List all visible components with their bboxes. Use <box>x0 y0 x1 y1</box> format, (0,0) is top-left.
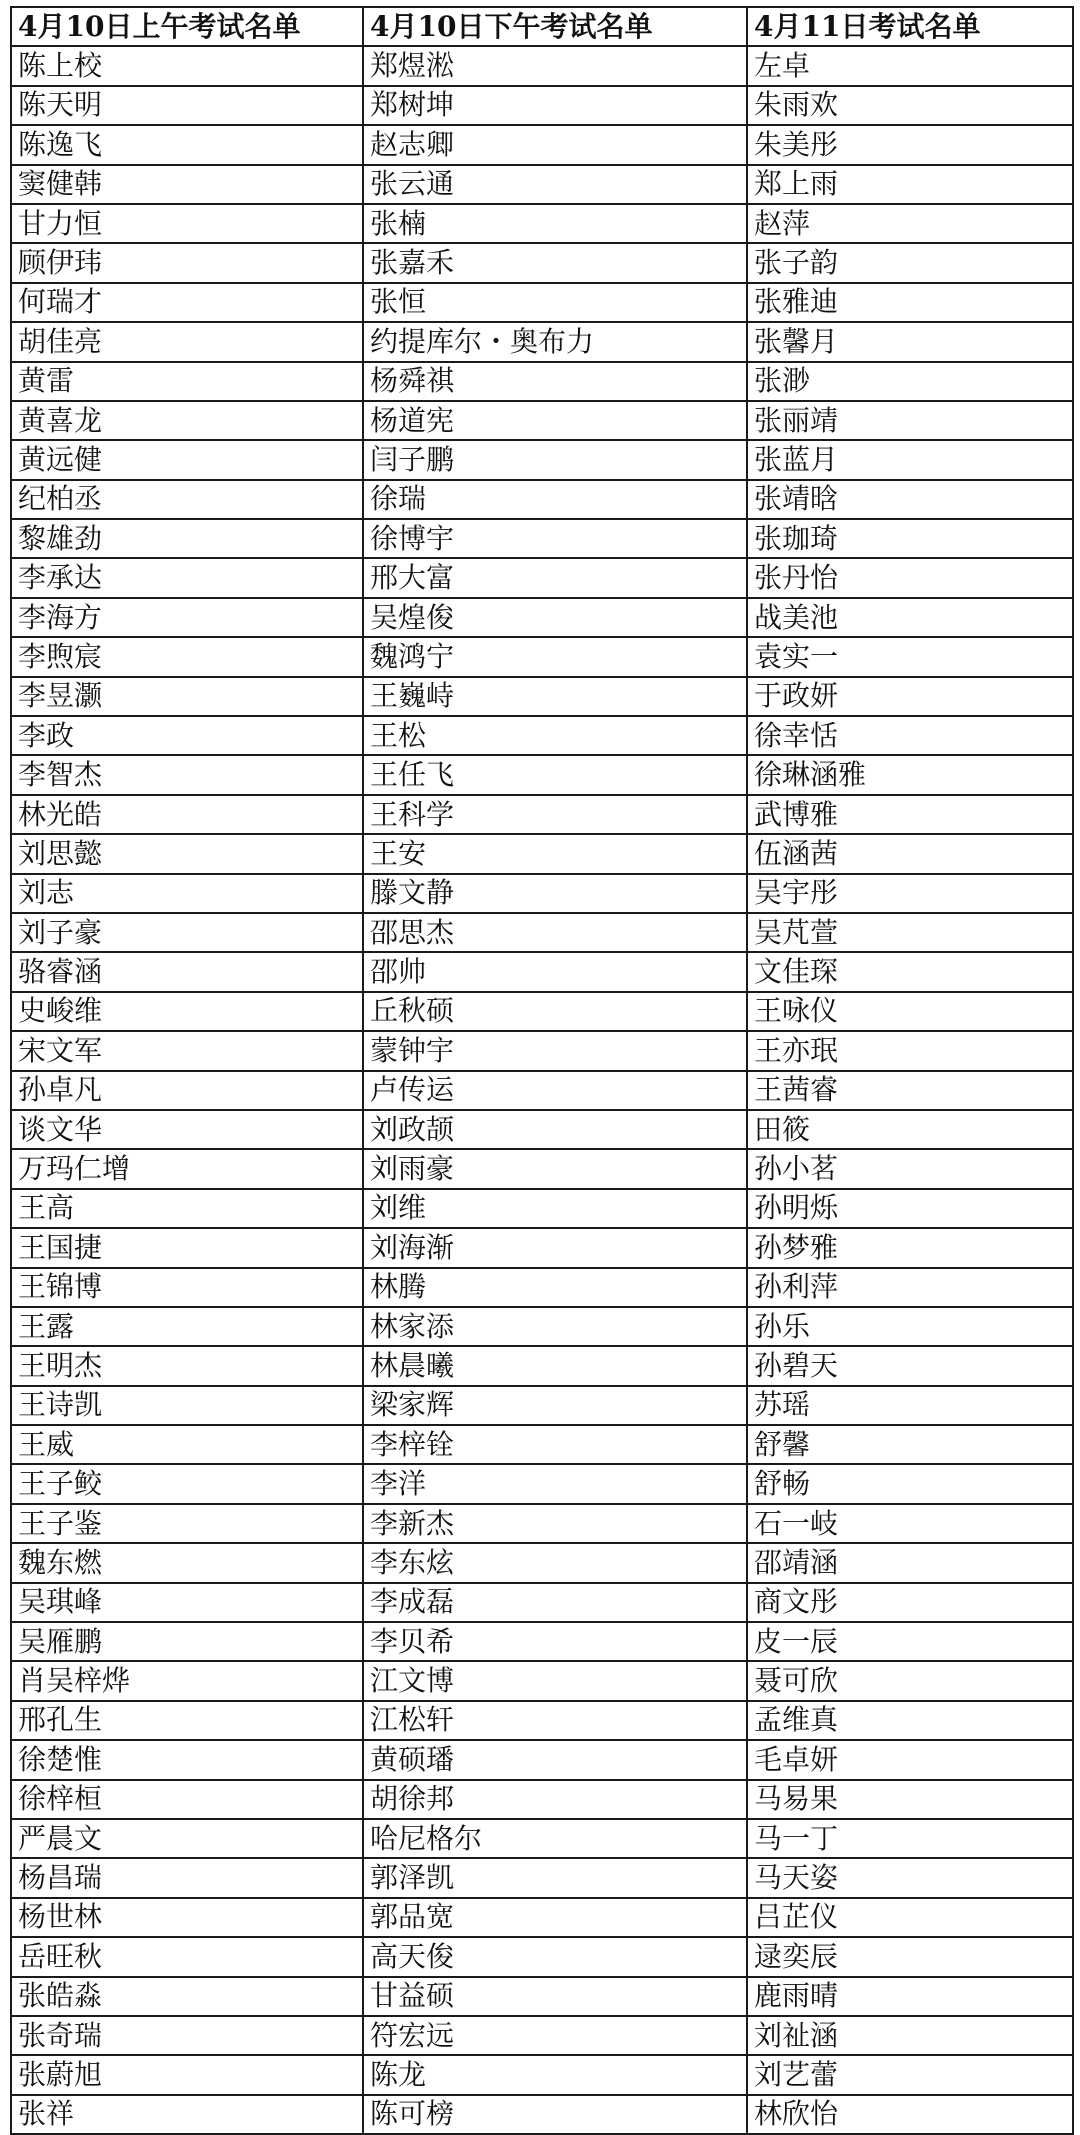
apr11-name: 邵靖涵 <box>747 1543 1073 1582</box>
apr10-afternoon-name: 刘海渐 <box>363 1228 747 1267</box>
apr10-afternoon-name: 高天俊 <box>363 1937 747 1976</box>
apr10-afternoon-name: 约提库尔・奥布力 <box>363 322 747 361</box>
apr11-name: 聂可欣 <box>747 1661 1073 1700</box>
table-row <box>11 46 1073 85</box>
table-row <box>11 440 1073 479</box>
apr11-name: 吴芃萱 <box>747 913 1073 952</box>
apr10-morning-name: 张皓淼 <box>11 1977 363 2016</box>
apr11-name: 战美池 <box>747 598 1073 637</box>
apr11-name: 苏瑶 <box>747 1386 1073 1425</box>
apr11-name: 徐琳涵雅 <box>747 755 1073 794</box>
table-row <box>11 86 1073 125</box>
apr10-morning-name: 严晨文 <box>11 1819 363 1858</box>
apr10-morning-name: 杨世林 <box>11 1898 363 1937</box>
apr10-morning-name: 陈天明 <box>11 86 363 125</box>
apr10-afternoon-name: 邵思杰 <box>363 913 747 952</box>
table-row <box>11 716 1073 755</box>
apr10-morning-name: 李智杰 <box>11 755 363 794</box>
apr11-name: 朱美彤 <box>747 125 1073 164</box>
apr11-name: 孙碧天 <box>747 1346 1073 1385</box>
apr10-afternoon-name: 杨道宪 <box>363 401 747 440</box>
table-row <box>11 913 1073 952</box>
apr10-afternoon-name: 吴煌俊 <box>363 598 747 637</box>
apr10-afternoon-name: 王巍峙 <box>363 677 747 716</box>
apr11-name: 王咏仪 <box>747 992 1073 1031</box>
table-row <box>11 322 1073 361</box>
table-row <box>11 834 1073 873</box>
apr10-afternoon-name: 邵帅 <box>363 952 747 991</box>
apr10-afternoon-name: 滕文静 <box>363 874 747 913</box>
apr10-morning-name: 王威 <box>11 1425 363 1464</box>
apr10-afternoon-name: 陈可榜 <box>363 2095 747 2134</box>
apr11-name: 林欣怡 <box>747 2095 1073 2134</box>
apr10-afternoon-name: 张云通 <box>363 165 747 204</box>
apr11-name: 左卓 <box>747 46 1073 85</box>
apr10-afternoon-name: 郭品宽 <box>363 1898 747 1937</box>
table-row <box>11 480 1073 519</box>
apr11-name: 张珈琦 <box>747 519 1073 558</box>
apr11-name: 马一丁 <box>747 1819 1073 1858</box>
apr11-name: 鹿雨晴 <box>747 1977 1073 2016</box>
apr11-name: 商文彤 <box>747 1583 1073 1622</box>
apr10-afternoon-name: 林腾 <box>363 1268 747 1307</box>
apr10-morning-name: 李煦宸 <box>11 637 363 676</box>
apr11-name: 吴宇彤 <box>747 874 1073 913</box>
table-row <box>11 1937 1073 1976</box>
table-row <box>11 1464 1073 1503</box>
table-row <box>11 1583 1073 1622</box>
apr10-morning-name: 李海方 <box>11 598 363 637</box>
apr11-name: 朱雨欢 <box>747 86 1073 125</box>
table-row <box>11 519 1073 558</box>
apr10-morning-name: 刘思懿 <box>11 834 363 873</box>
table-row <box>11 1780 1073 1819</box>
apr11-name: 郑上雨 <box>747 165 1073 204</box>
apr10-afternoon-name: 张恒 <box>363 283 747 322</box>
table-row <box>11 1071 1073 1110</box>
apr10-morning-name: 王高 <box>11 1189 363 1228</box>
apr10-afternoon-name: 郭泽凯 <box>363 1858 747 1897</box>
apr10-morning-name: 顾伊玮 <box>11 243 363 282</box>
apr10-afternoon-name: 黄硕璠 <box>363 1740 747 1779</box>
apr10-morning-name: 杨昌瑞 <box>11 1858 363 1897</box>
apr10-morning-name: 窦健韩 <box>11 165 363 204</box>
apr11-name: 张蓝月 <box>747 440 1073 479</box>
table-row <box>11 1189 1073 1228</box>
table-row <box>11 1425 1073 1464</box>
table-row <box>11 1701 1073 1740</box>
apr11-name: 张丹怡 <box>747 558 1073 597</box>
apr10-afternoon-name: 李洋 <box>363 1464 747 1503</box>
apr11-name: 皮一辰 <box>747 1622 1073 1661</box>
apr10-morning-name: 林光皓 <box>11 795 363 834</box>
apr11-name: 石一岐 <box>747 1504 1073 1543</box>
apr11-name: 吕芷仪 <box>747 1898 1073 1937</box>
table-row <box>11 677 1073 716</box>
apr10-morning-name: 史峻维 <box>11 992 363 1031</box>
apr10-morning-name: 王锦博 <box>11 1268 363 1307</box>
apr10-afternoon-name: 梁家辉 <box>363 1386 747 1425</box>
apr10-morning-name: 徐梓桓 <box>11 1780 363 1819</box>
table-row <box>11 1661 1073 1700</box>
table-row <box>11 2055 1073 2094</box>
apr10-morning-name: 谈文华 <box>11 1110 363 1149</box>
table-row <box>11 795 1073 834</box>
table-row <box>11 1149 1073 1188</box>
table-row <box>11 401 1073 440</box>
table-row <box>11 1228 1073 1267</box>
apr10-morning-name: 王明杰 <box>11 1346 363 1385</box>
table-row <box>11 1386 1073 1425</box>
apr10-afternoon-name: 赵志卿 <box>363 125 747 164</box>
apr10-afternoon-name: 李贝希 <box>363 1622 747 1661</box>
apr10-morning-name: 黄喜龙 <box>11 401 363 440</box>
apr10-afternoon-name: 甘益硕 <box>363 1977 747 2016</box>
apr11-name: 田筱 <box>747 1110 1073 1149</box>
apr10-morning-name: 万玛仁增 <box>11 1149 363 1188</box>
table-row <box>11 598 1073 637</box>
exam-name-list-table <box>10 6 1074 2135</box>
apr10-afternoon-name: 刘雨豪 <box>363 1149 747 1188</box>
apr10-afternoon-name: 闫子鹏 <box>363 440 747 479</box>
apr10-afternoon-name: 刘维 <box>363 1189 747 1228</box>
apr11-name: 孟维真 <box>747 1701 1073 1740</box>
header-apr10-morning: 4月10日上午考试名单 <box>11 7 363 46</box>
table-row <box>11 1977 1073 2016</box>
table-row <box>11 1110 1073 1149</box>
apr10-morning-name: 纪柏丞 <box>11 480 363 519</box>
apr10-morning-name: 王国捷 <box>11 1228 363 1267</box>
apr10-afternoon-name: 李东炫 <box>363 1543 747 1582</box>
apr11-name: 马易果 <box>747 1780 1073 1819</box>
apr11-name: 舒畅 <box>747 1464 1073 1503</box>
apr11-name: 张渺 <box>747 362 1073 401</box>
apr10-morning-name: 李承达 <box>11 558 363 597</box>
apr11-name: 张靖晗 <box>747 480 1073 519</box>
table-row <box>11 243 1073 282</box>
apr10-morning-name: 甘力恒 <box>11 204 363 243</box>
apr10-afternoon-name: 林晨曦 <box>363 1346 747 1385</box>
table-row <box>11 283 1073 322</box>
table-row <box>11 1858 1073 1897</box>
header-row <box>11 7 1073 46</box>
apr10-morning-name: 李昱灏 <box>11 677 363 716</box>
apr10-morning-name: 孙卓凡 <box>11 1071 363 1110</box>
apr10-morning-name: 岳旺秋 <box>11 1937 363 1976</box>
apr11-name: 孙利萍 <box>747 1268 1073 1307</box>
apr10-afternoon-name: 张楠 <box>363 204 747 243</box>
apr11-name: 刘艺蕾 <box>747 2055 1073 2094</box>
apr10-morning-name: 何瑞才 <box>11 283 363 322</box>
apr10-afternoon-name: 王科学 <box>363 795 747 834</box>
table-row <box>11 2016 1073 2055</box>
apr11-name: 武博雅 <box>747 795 1073 834</box>
table-row <box>11 2095 1073 2134</box>
table-row <box>11 1504 1073 1543</box>
table-row <box>11 1898 1073 1937</box>
apr10-afternoon-name: 张嘉禾 <box>363 243 747 282</box>
apr10-morning-name: 张奇瑞 <box>11 2016 363 2055</box>
apr11-name: 伍涵茜 <box>747 834 1073 873</box>
apr10-afternoon-name: 李梓铨 <box>363 1425 747 1464</box>
apr11-name: 张雅迪 <box>747 283 1073 322</box>
apr10-morning-name: 王子鲛 <box>11 1464 363 1503</box>
apr10-afternoon-name: 胡徐邦 <box>363 1780 747 1819</box>
apr10-morning-name: 张祥 <box>11 2095 363 2134</box>
table-row <box>11 1307 1073 1346</box>
apr10-morning-name: 李政 <box>11 716 363 755</box>
table-row <box>11 165 1073 204</box>
apr10-morning-name: 王露 <box>11 1307 363 1346</box>
table-row <box>11 952 1073 991</box>
apr10-afternoon-name: 李新杰 <box>363 1504 747 1543</box>
apr10-afternoon-name: 江文博 <box>363 1661 747 1700</box>
apr10-morning-name: 陈上校 <box>11 46 363 85</box>
apr10-morning-name: 宋文军 <box>11 1031 363 1070</box>
table-row <box>11 1622 1073 1661</box>
table-row <box>11 1740 1073 1779</box>
apr10-morning-name: 吴雁鹏 <box>11 1622 363 1661</box>
apr11-name: 孙梦雅 <box>747 1228 1073 1267</box>
apr10-afternoon-name: 郑煜淞 <box>363 46 747 85</box>
apr11-name: 徐幸恬 <box>747 716 1073 755</box>
apr10-afternoon-name: 卢传运 <box>363 1071 747 1110</box>
apr10-afternoon-name: 哈尼格尔 <box>363 1819 747 1858</box>
apr11-name: 张馨月 <box>747 322 1073 361</box>
table-row <box>11 362 1073 401</box>
table-row <box>11 1543 1073 1582</box>
table-body <box>11 46 1073 2134</box>
table-row <box>11 755 1073 794</box>
apr11-name: 孙乐 <box>747 1307 1073 1346</box>
table-row <box>11 1346 1073 1385</box>
apr11-name: 张丽靖 <box>747 401 1073 440</box>
apr10-morning-name: 刘志 <box>11 874 363 913</box>
apr10-afternoon-name: 林家添 <box>363 1307 747 1346</box>
apr10-morning-name: 徐楚惟 <box>11 1740 363 1779</box>
table-row <box>11 874 1073 913</box>
apr10-morning-name: 黎雄劲 <box>11 519 363 558</box>
apr11-name: 逯奕辰 <box>747 1937 1073 1976</box>
header-apr10-afternoon: 4月10日下午考试名单 <box>363 7 747 46</box>
apr10-afternoon-name: 王松 <box>363 716 747 755</box>
apr10-morning-name: 肖吴梓烨 <box>11 1661 363 1700</box>
apr10-morning-name: 王子鉴 <box>11 1504 363 1543</box>
table-row <box>11 1031 1073 1070</box>
apr10-afternoon-name: 陈龙 <box>363 2055 747 2094</box>
apr11-name: 毛卓妍 <box>747 1740 1073 1779</box>
apr10-afternoon-name: 徐瑞 <box>363 480 747 519</box>
apr10-afternoon-name: 江松轩 <box>363 1701 747 1740</box>
table-row <box>11 992 1073 1031</box>
apr11-name: 文佳琛 <box>747 952 1073 991</box>
apr11-name: 王茜睿 <box>747 1071 1073 1110</box>
apr10-morning-name: 刘子豪 <box>11 913 363 952</box>
apr10-afternoon-name: 徐博宇 <box>363 519 747 558</box>
table-row <box>11 1819 1073 1858</box>
apr10-afternoon-name: 王安 <box>363 834 747 873</box>
table-row <box>11 125 1073 164</box>
apr10-morning-name: 吴琪峰 <box>11 1583 363 1622</box>
apr10-morning-name: 黄远健 <box>11 440 363 479</box>
apr10-afternoon-name: 李成磊 <box>363 1583 747 1622</box>
apr10-morning-name: 陈逸飞 <box>11 125 363 164</box>
apr10-afternoon-name: 王任飞 <box>363 755 747 794</box>
apr10-afternoon-name: 刘政颉 <box>363 1110 747 1149</box>
apr10-afternoon-name: 郑树坤 <box>363 86 747 125</box>
apr11-name: 王亦珉 <box>747 1031 1073 1070</box>
table-row <box>11 637 1073 676</box>
apr10-afternoon-name: 蒙钟宇 <box>363 1031 747 1070</box>
apr11-name: 马天姿 <box>747 1858 1073 1897</box>
apr11-name: 孙小茗 <box>747 1149 1073 1188</box>
apr11-name: 舒馨 <box>747 1425 1073 1464</box>
apr10-morning-name: 黄雷 <box>11 362 363 401</box>
apr11-name: 赵萍 <box>747 204 1073 243</box>
apr11-name: 刘祉涵 <box>747 2016 1073 2055</box>
apr10-afternoon-name: 魏鸿宁 <box>363 637 747 676</box>
table-row <box>11 204 1073 243</box>
apr10-afternoon-name: 杨舜祺 <box>363 362 747 401</box>
apr10-morning-name: 魏东燃 <box>11 1543 363 1582</box>
table-row <box>11 558 1073 597</box>
apr10-morning-name: 王诗凯 <box>11 1386 363 1425</box>
apr10-morning-name: 邢孔生 <box>11 1701 363 1740</box>
apr10-afternoon-name: 邢大富 <box>363 558 747 597</box>
apr11-name: 张子韵 <box>747 243 1073 282</box>
apr11-name: 孙明烁 <box>747 1189 1073 1228</box>
apr11-name: 于政妍 <box>747 677 1073 716</box>
apr10-afternoon-name: 丘秋硕 <box>363 992 747 1031</box>
apr10-morning-name: 骆睿涵 <box>11 952 363 991</box>
apr10-morning-name: 胡佳亮 <box>11 322 363 361</box>
apr10-afternoon-name: 符宏远 <box>363 2016 747 2055</box>
apr10-morning-name: 张蔚旭 <box>11 2055 363 2094</box>
apr11-name: 袁实一 <box>747 637 1073 676</box>
table-row <box>11 1268 1073 1307</box>
header-apr11: 4月11日考试名单 <box>747 7 1073 46</box>
